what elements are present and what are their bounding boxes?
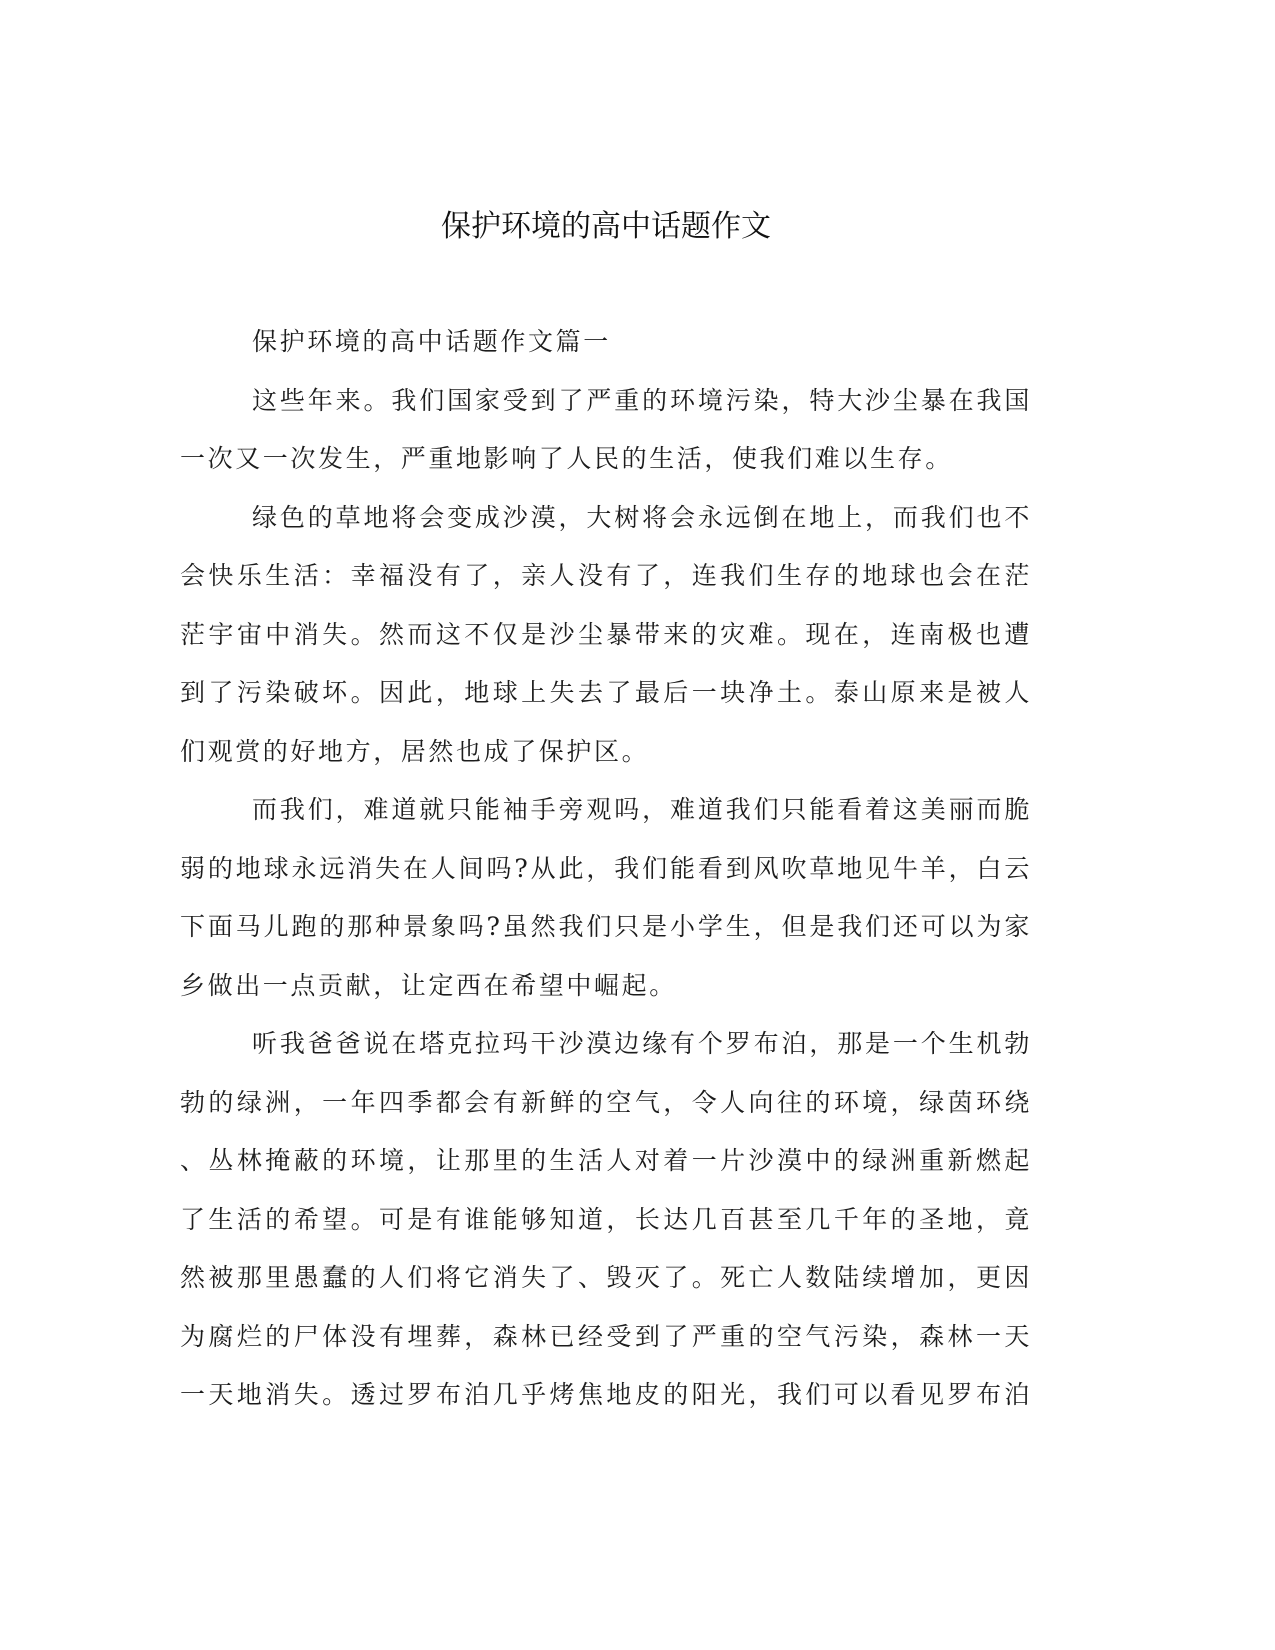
paragraph-2 — [180, 489, 1032, 782]
document-title: 保护环境的高中话题作文 — [441, 209, 771, 244]
paragraph-line: 、丛林掩蔽的环境，让那里的生活人对着一片沙漠中的绿洲重新燃起 — [180, 1146, 1032, 1175]
paragraph-line: 会快乐生活：幸福没有了，亲人没有了，连我们生存的地球也会在茫 — [180, 561, 1032, 590]
paragraph-line: 一天地消失。透过罗布泊几乎烤焦地皮的阳光，我们可以看见罗布泊 — [180, 1380, 1032, 1409]
paragraph-line: 勃的绿洲，一年四季都会有新鲜的空气，令人向往的环境，绿茵环绕 — [180, 1087, 1032, 1117]
paragraph-line: 绿色的草地将会变成沙漠，大树将会永远倒在地上，而我们也不 — [252, 502, 1032, 532]
section-heading: 保护环境的高中话题作文篇一 — [252, 327, 611, 356]
paragraph-line: 听我爸爸说在塔克拉玛干沙漠边缘有个罗布泊，那是一个生机勃 — [252, 1029, 1032, 1058]
paragraph-1 — [180, 372, 1032, 489]
paragraph-line: 乡做出一点贡献，让定西在希望中崛起。 — [180, 970, 677, 1000]
paragraph-line: 为腐烂的尸体没有埋葬，森林已经受到了严重的空气污染，森林一天 — [180, 1321, 1032, 1351]
paragraph-line: 这些年来。我们国家受到了严重的环境污染，特大沙尘暴在我国 — [252, 385, 1032, 415]
paragraph-line: 一次又一次发生，严重地影响了人民的生活，使我们难以生存。 — [180, 444, 953, 473]
document-body — [180, 313, 1032, 1425]
paragraph-line: 了生活的希望。可是有谁能够知道，长达几百甚至几千年的圣地，竟 — [180, 1204, 1032, 1234]
paragraph-line: 们观赏的好地方，居然也成了保护区。 — [180, 736, 650, 766]
paragraph-line: 到了污染破坏。因此，地球上失去了最后一块净土。泰山原来是被人 — [180, 678, 1032, 707]
paragraph-3 — [180, 781, 1032, 1015]
section-heading-paragraph — [180, 313, 1032, 372]
paragraph-line: 然被那里愚蠢的人们将它消失了、毁灭了。死亡人数陆续增加，更因 — [180, 1263, 1032, 1292]
paragraph-line: 而我们，难道就只能袖手旁观吗，难道我们只能看着这美丽而脆 — [252, 795, 1032, 824]
paragraph-line: 下面马儿跑的那种景象吗?虽然我们只是小学生，但是我们还可以为家 — [180, 912, 1032, 941]
paragraph-line: 茫宇宙中消失。然而这不仅是沙尘暴带来的灾难。现在，连南极也遭 — [180, 619, 1032, 649]
paragraph-line: 弱的地球永远消失在人间吗?从此，我们能看到风吹草地见牛羊，白云 — [180, 853, 1032, 883]
paragraph-4 — [180, 1015, 1032, 1425]
